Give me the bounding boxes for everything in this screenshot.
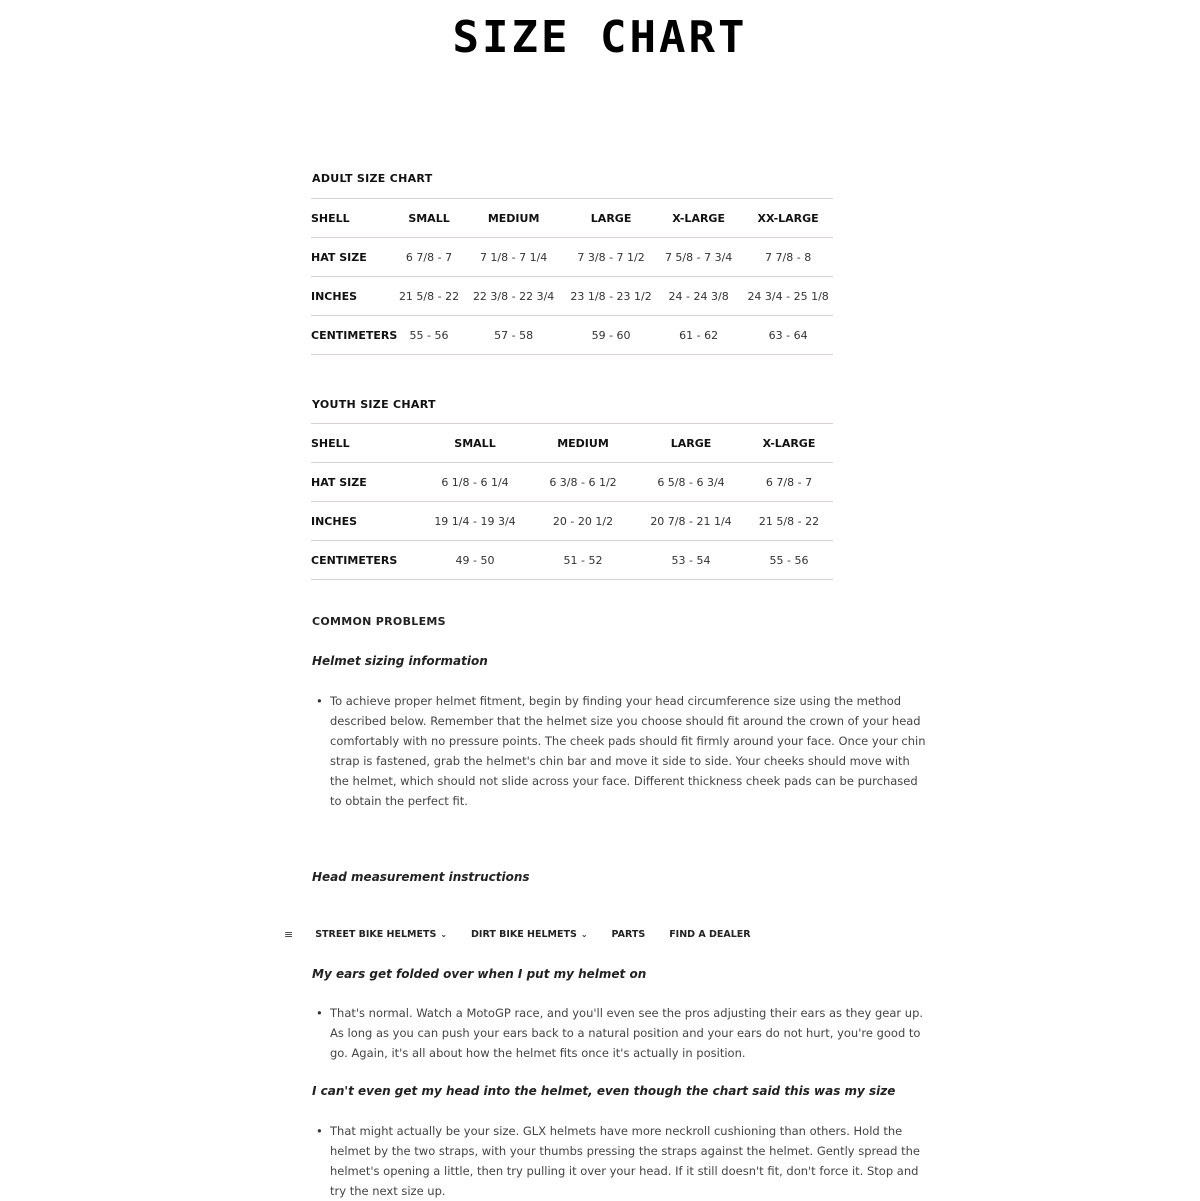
table-cell: 7 3/8 - 7 1/2	[568, 238, 654, 277]
site-nav	[284, 926, 775, 942]
head-into-helmet-title: I can't even get my head into the helmet, even though the chart said this was my size	[312, 1084, 896, 1098]
youth-size-table	[311, 423, 833, 580]
youth-col-medium: MEDIUM	[529, 424, 637, 463]
table-cell: 53 - 54	[637, 541, 745, 580]
table-cell: 20 - 20 1/2	[529, 502, 637, 541]
table-row	[311, 502, 833, 541]
table-cell: 7 1/8 - 7 1/4	[459, 238, 568, 277]
adult-col-small: SMALL	[399, 199, 459, 238]
table-row	[311, 316, 833, 355]
table-cell: 24 3/4 - 25 1/8	[743, 277, 833, 316]
table-cell: 23 1/8 - 23 1/2	[568, 277, 654, 316]
youth-chart-heading: YOUTH SIZE CHART	[312, 398, 436, 411]
youth-col-large: LARGE	[637, 424, 745, 463]
adult-size-table	[311, 198, 833, 355]
table-cell: 22 3/8 - 22 3/4	[459, 277, 568, 316]
head-measurement-title: Head measurement instructions	[312, 870, 530, 884]
nav-label: DIRT BIKE HELMETS	[471, 928, 577, 940]
table-cell: 20 7/8 - 21 1/4	[637, 502, 745, 541]
common-problems-heading: COMMON PROBLEMS	[312, 615, 446, 628]
youth-header-row	[311, 424, 833, 463]
adult-col-large: LARGE	[568, 199, 654, 238]
nav-dirt-bike-helmets[interactable]	[471, 929, 588, 940]
head-into-helmet-list	[316, 1121, 926, 1201]
page-title: SIZE CHART	[452, 12, 748, 63]
nav-parts[interactable]: PARTS	[611, 928, 646, 940]
adult-col-shell: SHELL	[311, 199, 399, 238]
menu-icon[interactable]: ≡	[284, 927, 294, 941]
table-cell: 21 5/8 - 22	[399, 277, 459, 316]
table-cell: 51 - 52	[529, 541, 637, 580]
table-cell: 59 - 60	[568, 316, 654, 355]
youth-col-shell: SHELL	[311, 424, 421, 463]
table-cell: 57 - 58	[459, 316, 568, 355]
table-row	[311, 238, 833, 277]
adult-col-xxlarge: XX-LARGE	[743, 199, 833, 238]
table-cell: 55 - 56	[399, 316, 459, 355]
row-label-inches: INCHES	[311, 502, 421, 541]
adult-col-xlarge: X-LARGE	[654, 199, 743, 238]
row-label-hat-size: HAT SIZE	[311, 238, 399, 277]
table-cell: 6 7/8 - 7	[399, 238, 459, 277]
ears-folded-list	[316, 1003, 926, 1063]
table-cell: 7 7/8 - 8	[743, 238, 833, 277]
table-cell: 61 - 62	[654, 316, 743, 355]
row-label-inches: INCHES	[311, 277, 399, 316]
nav-label: STREET BIKE HELMETS	[315, 928, 437, 940]
list-item: • To achieve proper helmet fitment, begin by finding your head circumference size using the method described below. Remember that the helmet size you choose should fit around the crown of your head comfortably with no pressure points. The cheek pads should fit firmly around your face. Once your chin strap is fastened, grab the helmet's chin bar and move it side to side. Your cheeks should move with the helmet, which should not slide across your face. Different thickness cheek pads can be purchased to obtain the perfect fit.	[316, 691, 926, 811]
row-label-centimeters: CENTIMETERS	[311, 541, 421, 580]
table-row	[311, 277, 833, 316]
table-cell: 6 3/8 - 6 1/2	[529, 463, 637, 502]
youth-col-small: SMALL	[421, 424, 529, 463]
list-item: • That might actually be your size. GLX helmets have more neckroll cushioning than others. Hold the helmet by the two straps, with your thumbs pressing the straps against the helmet. Gently spread the helmet's opening a little, then try pulling it over your head. If it still doesn't fit, don't force it. Stop and try the next size up.	[316, 1121, 926, 1201]
table-cell: 6 5/8 - 6 3/4	[637, 463, 745, 502]
list-item: • That's normal. Watch a MotoGP race, and you'll even see the pros adjusting their ears as they gear up. As long as you can push your ears back to a natural position and your ears do not hurt, you're good to go. Again, it's all about how the helmet fits once it's actually in position.	[316, 1003, 926, 1063]
table-cell: 6 1/8 - 6 1/4	[421, 463, 529, 502]
nav-street-bike-helmets[interactable]	[315, 929, 447, 940]
adult-header-row	[311, 199, 833, 238]
chevron-down-icon: ⌄	[580, 929, 588, 939]
row-label-hat-size: HAT SIZE	[311, 463, 421, 502]
table-cell: 24 - 24 3/8	[654, 277, 743, 316]
chevron-down-icon: ⌄	[440, 929, 448, 939]
table-cell: 19 1/4 - 19 3/4	[421, 502, 529, 541]
nav-find-a-dealer[interactable]: FIND A DEALER	[669, 928, 751, 940]
table-cell: 49 - 50	[421, 541, 529, 580]
adult-col-medium: MEDIUM	[459, 199, 568, 238]
table-row	[311, 463, 833, 502]
adult-chart-heading: ADULT SIZE CHART	[312, 172, 433, 185]
table-cell: 6 7/8 - 7	[745, 463, 833, 502]
table-row	[311, 541, 833, 580]
ears-folded-title: My ears get folded over when I put my helmet on	[312, 967, 647, 981]
table-cell: 7 5/8 - 7 3/4	[654, 238, 743, 277]
helmet-sizing-list	[316, 691, 926, 811]
table-cell: 55 - 56	[745, 541, 833, 580]
table-cell: 21 5/8 - 22	[745, 502, 833, 541]
table-cell: 63 - 64	[743, 316, 833, 355]
row-label-centimeters: CENTIMETERS	[311, 316, 399, 355]
youth-col-xlarge: X-LARGE	[745, 424, 833, 463]
helmet-sizing-title: Helmet sizing information	[312, 654, 488, 668]
